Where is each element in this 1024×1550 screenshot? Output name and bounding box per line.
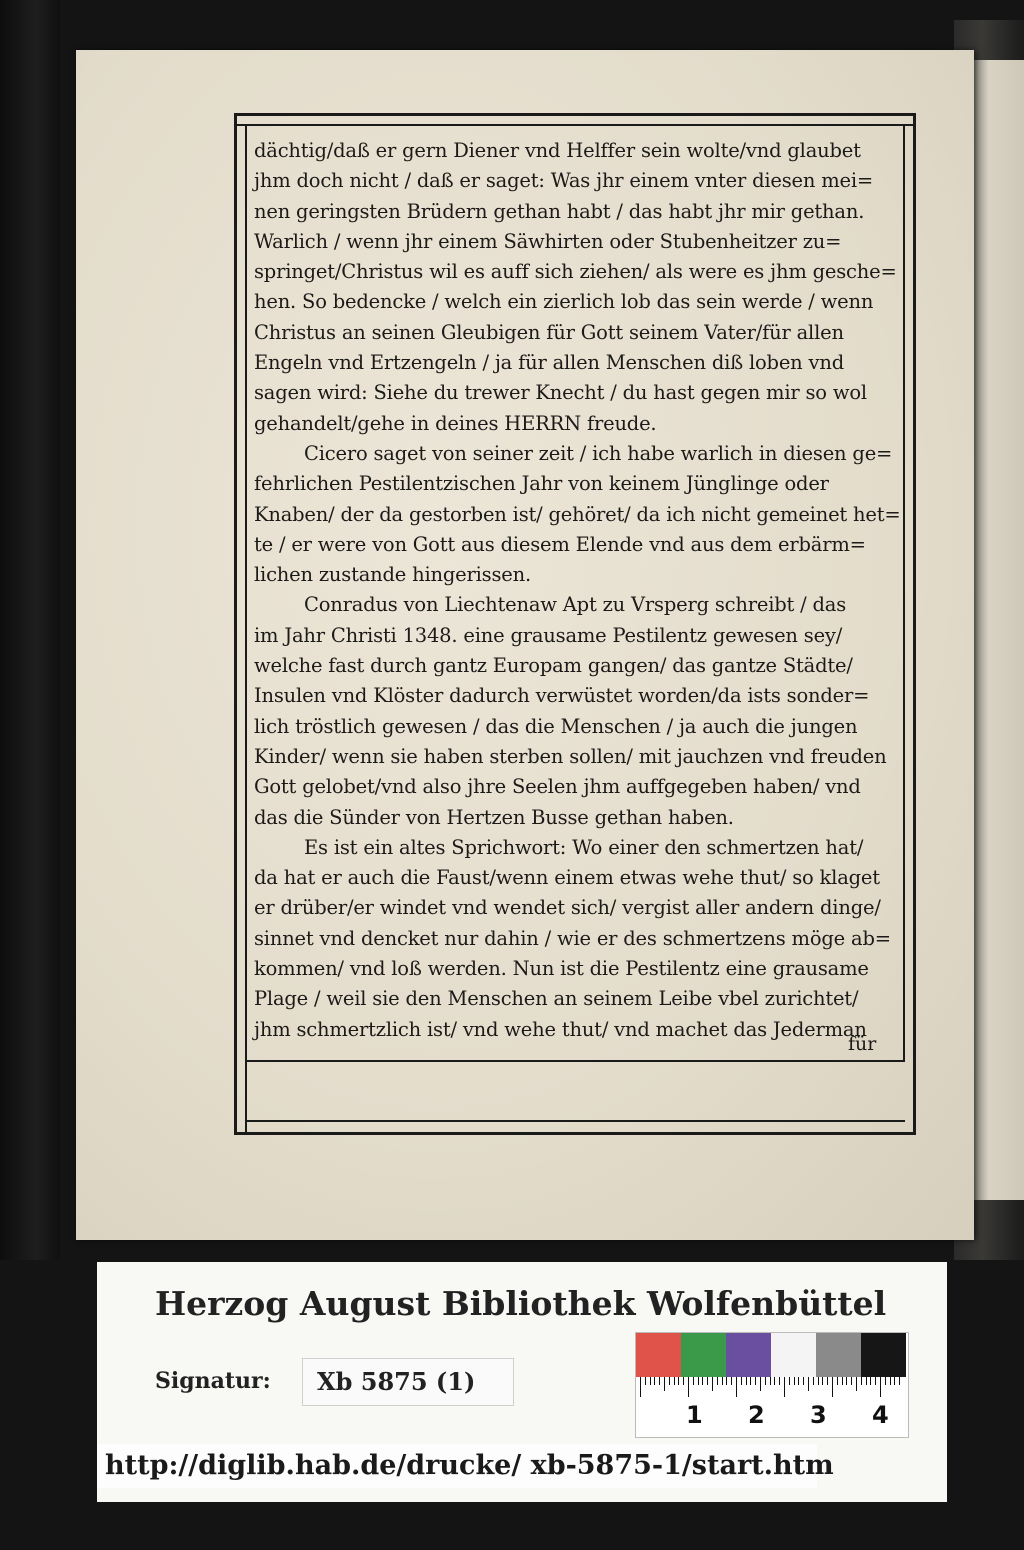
ruler-tick	[822, 1377, 823, 1385]
ruler-tick	[846, 1377, 847, 1385]
catalog-url[interactable]: http://diglib.hab.de/drucke/ xb-5875-1/start.htm	[105, 1450, 834, 1481]
text-line: nen geringsten Brüdern gethan habt / das habt jhr mir gethan.	[254, 199, 865, 223]
ruler-tick	[774, 1377, 775, 1385]
library-name: Herzog August Bibliothek Wolfenbüttel	[155, 1284, 887, 1323]
ruler-tick	[678, 1377, 679, 1385]
ruler-tick	[659, 1377, 660, 1385]
ruler-tick	[707, 1377, 708, 1385]
ruler-tick	[736, 1377, 737, 1397]
ruler-tick	[645, 1377, 646, 1385]
ruler-tick	[722, 1377, 723, 1385]
text-line: Es ist ein altes Sprichwort: Wo einer den schmertzen hat/	[304, 835, 864, 859]
text-line: Knaben/ der da gestorben ist/ gehöret/ da ich nicht gemeinet het=	[254, 502, 901, 526]
ruler-tick	[890, 1377, 891, 1385]
ruler-tick	[798, 1377, 799, 1385]
ruler-tick	[693, 1377, 694, 1385]
ruler-number: 4	[872, 1401, 889, 1429]
ruler-tick	[827, 1377, 828, 1385]
ruler-tick	[750, 1377, 751, 1385]
signatur-value: Xb 5875 (1)	[317, 1367, 476, 1396]
text-line: Engeln vnd Ertzengeln / ja für allen Menschen diß loben vnd	[254, 351, 844, 375]
ruler-tick	[741, 1377, 742, 1385]
text-line: Christus an seinen Gleubigen für Gott seinem Vater/für allen	[254, 320, 844, 344]
text-line: kommen/ vnd loß werden. Nun ist die Pestilentz eine grausame	[254, 957, 869, 981]
text-line: sagen wird: Siehe du trewer Knecht / du hast gegen mir so wol	[254, 381, 867, 405]
text-line: da hat er auch die Faust/wenn einem etwas wehe thut/ so klaget	[254, 866, 880, 890]
ruler-tick	[650, 1377, 651, 1385]
frame-rule-bottom	[245, 1060, 905, 1062]
ruler-tick	[717, 1377, 718, 1385]
ruler-tick	[870, 1377, 871, 1385]
text-line: hen. So bedencke / welch ein zierlich lob das sein werde / wenn	[254, 290, 874, 314]
color-swatch	[816, 1333, 861, 1377]
ruler-tick	[794, 1377, 795, 1385]
ruler-tick	[712, 1377, 713, 1391]
library-label-card	[97, 1262, 947, 1502]
ruler-tick	[664, 1377, 665, 1391]
book-binding-left	[0, 0, 60, 1260]
ruler-tick	[808, 1377, 809, 1391]
text-line: te / er were von Gott aus diesem Elende vnd aus dem erbärm=	[254, 532, 866, 556]
text-line: lichen zustande hingerissen.	[254, 563, 531, 587]
text-line: lich tröstlich gewesen / das die Menschen / ja auch die jungen	[254, 714, 858, 738]
page-text	[254, 136, 901, 1045]
text-line: Plage / weil sie den Menschen an seinem Leibe vbel zurichtet/	[254, 987, 859, 1011]
ruler-tick	[861, 1377, 862, 1385]
ruler-tick	[894, 1377, 895, 1385]
ruler-tick	[832, 1377, 833, 1397]
text-line: Insulen vnd Klöster dadurch verwüstet worden/da ists sonder=	[254, 684, 870, 708]
ruler-tick	[760, 1377, 761, 1391]
ruler-tick	[837, 1377, 838, 1385]
ruler-tick	[818, 1377, 819, 1385]
ruler-tick	[746, 1377, 747, 1385]
ruler-tick	[885, 1377, 886, 1385]
frame-rule-right	[903, 124, 905, 1062]
text-line: dächtig/daß er gern Diener vnd Helffer sein wolte/vnd glaubet	[254, 139, 861, 162]
ruler-tick	[669, 1377, 670, 1385]
text-line: Kinder/ wenn sie haben sterben sollen/ mit jauchzen vnd freuden	[254, 744, 887, 768]
text-line: im Jahr Christi 1348. eine grausame Pestilentz gewesen sey/	[254, 623, 843, 647]
text-line: Cicero saget von seiner zeit / ich habe warlich in diesen ge=	[304, 441, 893, 465]
ruler-number: 2	[748, 1401, 765, 1429]
ruler-tick	[803, 1377, 804, 1385]
ruler-tick	[789, 1377, 790, 1385]
ruler-number: 3	[810, 1401, 827, 1429]
ruler-tick	[698, 1377, 699, 1385]
color-swatch	[681, 1333, 726, 1377]
frame-rule-base	[245, 1120, 905, 1122]
text-line: gehandelt/gehe in deines HERRN freude.	[254, 411, 657, 435]
ruler-tick	[899, 1377, 900, 1385]
ruler-number: 1	[686, 1401, 703, 1429]
ruler-tick	[726, 1377, 727, 1385]
signatur-label: Signatur:	[155, 1368, 271, 1394]
ruler-tick	[880, 1377, 881, 1397]
text-line: Conradus von Liechtenaw Apt zu Vrsperg schreibt / das	[304, 593, 847, 617]
text-line: springet/Christus wil es auff sich ziehen/ als were es jhm geschе=	[254, 260, 897, 284]
ruler-tick	[674, 1377, 675, 1385]
ruler-tick	[683, 1377, 684, 1385]
signatur-box	[302, 1358, 514, 1406]
frame-rule-top	[237, 124, 913, 126]
url-box	[97, 1444, 834, 1488]
ruler-tick	[755, 1377, 756, 1385]
color-swatch	[771, 1333, 816, 1377]
text-line: er drüber/er windet vnd wendet sich/ vergist aller andern dinge/	[254, 896, 881, 920]
text-line: fehrlichen Pestilentzischen Jahr von keinem Jünglinge oder	[254, 472, 829, 496]
facing-page-edge	[972, 60, 1024, 1200]
ruler-tick	[779, 1377, 780, 1385]
catchword: für	[848, 1033, 877, 1055]
text-line: jhm doch nicht / daß er saget: Was jhr einem vnter diesen mei=	[254, 169, 874, 193]
text-line: das die Sünder von Hertzen Busse gethan haben.	[254, 805, 734, 829]
ruler-tick	[770, 1377, 771, 1385]
ruler-tick	[866, 1377, 867, 1385]
text-line: welche fast durch gantz Europam gangen/ das gantze Städte/	[254, 654, 853, 678]
color-swatch	[861, 1333, 906, 1377]
text-line: jhm schmertzlich ist/ vnd wehe thut/ vnd machet das Jederman	[254, 1017, 867, 1041]
color-swatch	[636, 1333, 681, 1377]
color-swatch	[726, 1333, 771, 1377]
ruler-tick	[765, 1377, 766, 1385]
ruler-tick	[856, 1377, 857, 1391]
text-line: Gott gelobet/vnd also jhre Seelen jhm auffgegeben haben/ vnd	[254, 775, 861, 799]
ruler-tick	[842, 1377, 843, 1385]
ruler-tick	[654, 1377, 655, 1385]
ruler-tick	[784, 1377, 785, 1397]
text-line: sinnet vnd dencket nur dahin / wie er des schmertzens möge ab=	[254, 926, 891, 950]
text-line: Warlich / wenn jhr einem Säwhirten oder Stubenheitzer zu=	[254, 229, 842, 253]
ruler-tick	[813, 1377, 814, 1385]
book-page	[76, 50, 974, 1240]
ruler-tick	[875, 1377, 876, 1385]
color-calibration-chart	[635, 1332, 909, 1438]
ruler-tick	[640, 1377, 641, 1397]
frame-rule-left	[245, 124, 247, 1132]
ruler-tick	[688, 1377, 689, 1397]
ruler-tick	[851, 1377, 852, 1385]
scale-ruler	[636, 1377, 908, 1437]
ruler-tick	[702, 1377, 703, 1385]
ruler-tick	[731, 1377, 732, 1385]
